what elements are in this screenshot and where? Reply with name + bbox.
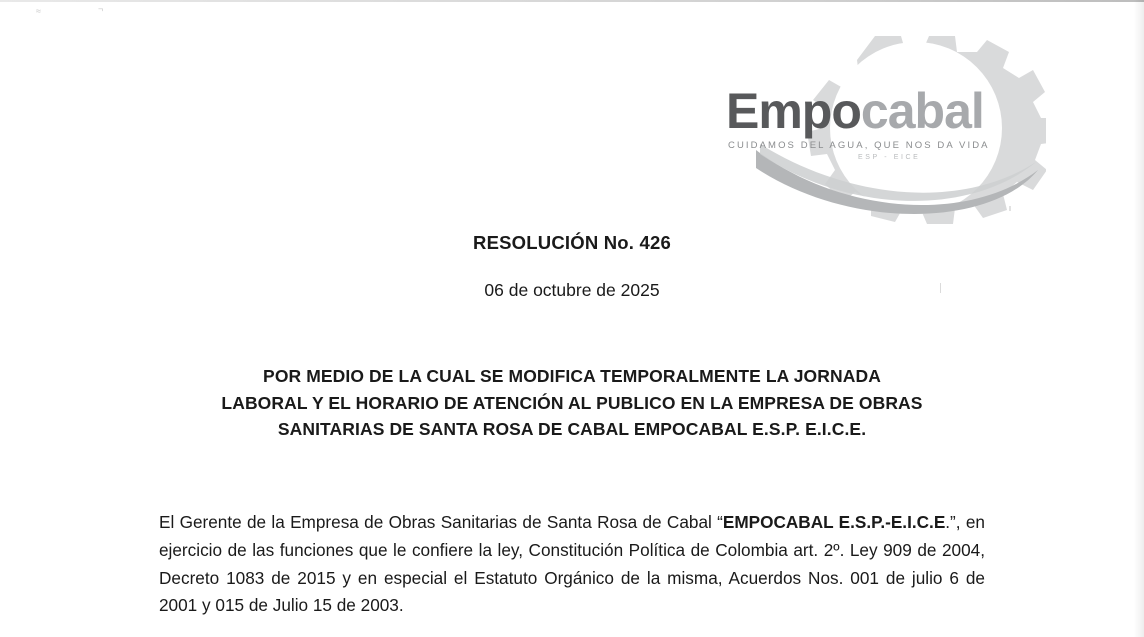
subject-line-2: LABORAL Y EL HORARIO DE ATENCIÓN AL PUBLICO EN LA EMPRESA DE OBRAS xyxy=(221,392,923,413)
page-top-edge xyxy=(0,0,1144,2)
resolution-title: RESOLUCIÓN No. 426 xyxy=(473,232,671,253)
preamble-paragraph xyxy=(159,509,985,620)
logo-brand-dark: Empo xyxy=(726,83,861,139)
document-body xyxy=(0,232,1144,620)
preamble-entity-name: EMPOCABAL E.S.P.-E.I.C.E xyxy=(722,511,946,532)
resolution-subject xyxy=(142,363,1002,443)
subject-line-3: SANITARIAS DE SANTA ROSA DE CABAL EMPOCABAL E.S.P. E.I.C.E. xyxy=(277,419,867,440)
scan-artifact-mark-left: ≈ xyxy=(36,6,42,16)
logo-tagline: CUIDAMOS DEL AGUA, QUE NOS DA VIDA xyxy=(728,140,990,151)
empocabal-logo xyxy=(700,18,1046,228)
logo-wordmark xyxy=(726,83,1046,161)
resolution-date: 06 de octubre de 2025 xyxy=(484,280,660,300)
subject-line-1: POR MEDIO DE LA CUAL SE MODIFICA TEMPORALMENTE LA JORNADA xyxy=(263,366,881,386)
logo-brand-light: cabal xyxy=(860,83,984,139)
preamble-text-part-1: El Gerente de la Empresa de Obras Sanitarias de Santa Rosa de Cabal “ xyxy=(159,511,723,532)
preamble-text-part-2: .”, en ejercicio de las funciones que le confiere la ley, Constitución Política de Colombia art. 2º. Ley 909 de 2004, Decreto 1083 de 2015 y en especial el Estatuto Orgánico de la misma, Acuerdos Nos. 001 de julio 6 de 2001 y 015 de Julio 15 de 2003. xyxy=(159,511,985,616)
scan-artifact-mark-right: ¬ xyxy=(98,4,105,14)
logo-sub-tagline: ESP - EICE xyxy=(858,154,921,161)
